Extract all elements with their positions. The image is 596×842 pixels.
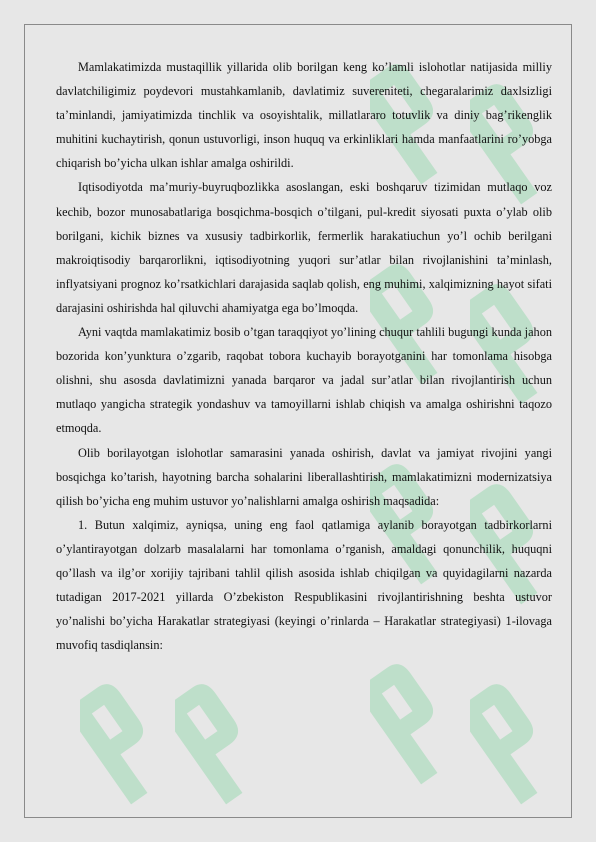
watermark-logo-icon xyxy=(370,655,450,795)
watermark-logo-icon xyxy=(175,675,255,815)
paragraph-4: Olib borilayotgan islohotlar samarasini yanada oshirish, davlat va jamiyat rivojini yangi bosqichga ko’tarish, hayotning barcha sohalarini liberallashtirish, mamlakatimizni modernizatsiya qilish bo’yicha eng muhim ustuvor yo’nalishlarni amalga oshirish maqsadida: xyxy=(56,445,552,508)
document-body xyxy=(56,55,552,657)
watermark-logo-icon xyxy=(470,675,550,815)
paragraph-2: Iqtisodiyotda ma’muriy-buyruqbozlikka asoslangan, eski boshqaruv tizimidan mutlaqo voz kechib, bozor munosabatlariga bosqichma-bosqich o’tilgani, pul-kredit siyosati puxta o’ylab olib borilgani, kichik biznes va xususiy tadbirkorlik, fermerlik harakatiuchun yo’l ochib berilgani makroiqtisodiy barqarorlikni, iqtisodiyotning yuqori sur’atlar bilan rivojlanishini ta’minlash, inflyatsiyani prognoz ko’rsatkichlari darajasida saqlab qolish, eng muhimi, xalqimizning hayot sifati darajasini oshirishda hal qiluvchi ahamiyatga ega bo’lmoqda. xyxy=(56,180,552,315)
paragraph-1: Mamlakatimizda mustaqillik yillarida olib borilgan keng ko’lamli islohotlar natijasida milliy davlatchiligimiz poydevori mustahkamlanib, davlatimiz suvereniteti, chegaralarimiz daxlsizligi ta’minlandi, jamiyatimizda tinchlik va osoyishtalik, millatlararo totuvlik va diniy bag’rikenglik muhitini kuchaytirish, qonun ustuvorligi, inson huquq va erkinliklari hamda manfaatlarini ro’yobga chiqarish bo’yicha ulkan ishlar amalga oshirildi. xyxy=(56,60,552,171)
paragraph-3: Ayni vaqtda mamlakatimiz bosib o’tgan taraqqiyot yo’lining chuqur tahlili bugungi kunda jahon bozorida kon’yunktura o’zgarib, raqobat tobora kuchayib borayotganini har tomonlama hisobga olishni, shu asosda davlatimizni yanada barqaror va jadal sur’atlar bilan rivojlantirish uchun mutlaqo yangicha strategik yondashuv va tamoyillarni ishlab chiqish va amalga oshirishni taqozo etmoqda. xyxy=(56,325,552,436)
paragraph-5: 1. Butun xalqimiz, ayniqsa, uning eng faol qatlamiga aylanib borayotgan tadbirkorlarni o’ylantirayotgan dolzarb masalalarni har tomonlama o’rganish, amaldagi qonunchilik, huquqni qo’llash va ilg’or xorijiy tajribani tahlil qilish asosida ishlab chiqilgan va quyidagilarni nazarda tutadigan 2017-2021 yillarda O’zbekiston Respublikasini rivojlantirishning beshta ustuvor yo’nalishi bo’yicha Harakatlar strategiyasi (keyingi o’rinlarda – Harakatlar strategiyasi) 1-ilovaga muvofiq tasdiqlansin: xyxy=(56,517,552,653)
watermark-logo-icon xyxy=(80,675,160,815)
